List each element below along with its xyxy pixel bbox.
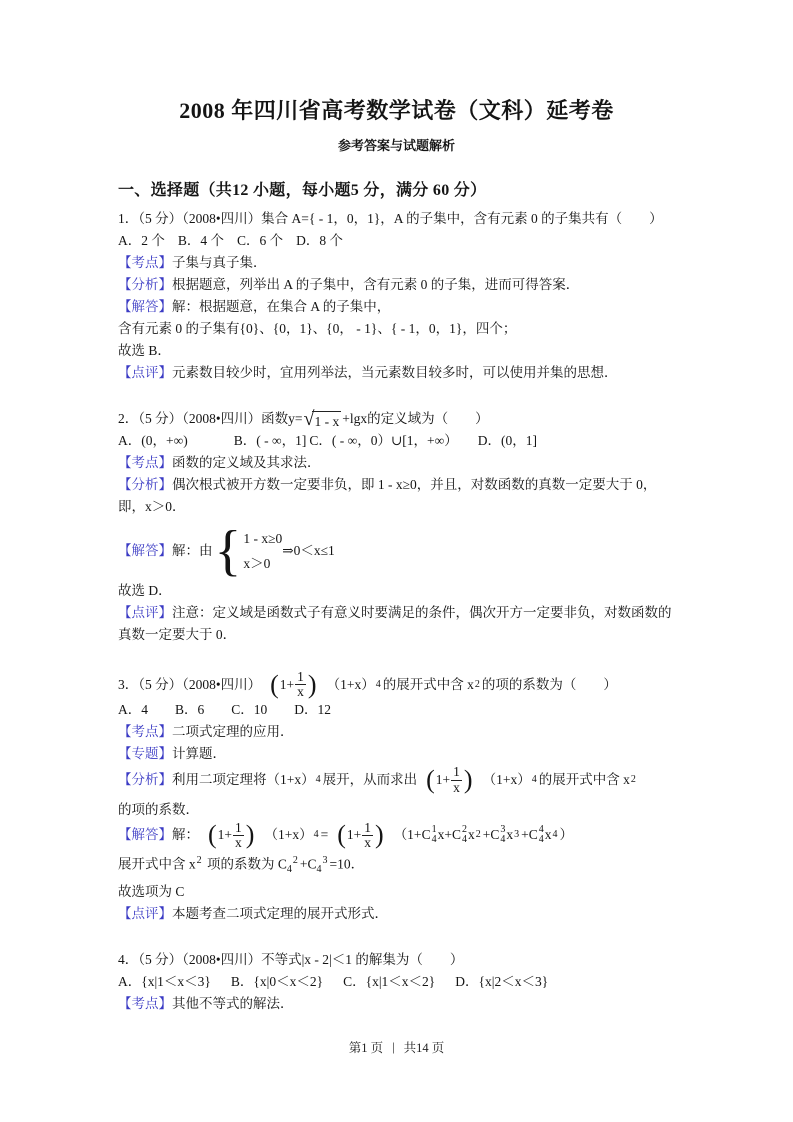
lower-index: 4 xyxy=(538,834,544,846)
expansion-close: ） xyxy=(559,827,573,843)
variable-x: x xyxy=(437,827,445,843)
options-row xyxy=(118,430,675,452)
option-d: D．12 xyxy=(294,702,332,718)
x-exponent: 2 xyxy=(630,774,636,786)
kaodian-text: 其他不等式的解法． xyxy=(172,996,294,1012)
combination-indices xyxy=(539,825,544,845)
coeff-plus: +C xyxy=(299,856,317,872)
kaodian-tag: 【考点】 xyxy=(118,996,172,1012)
dianping-line xyxy=(118,362,675,384)
page-title: 2008 年四川省高考数学试卷（文科）延考卷 xyxy=(179,98,614,123)
option-a: A．4 xyxy=(118,702,148,718)
x-exponent: 3 xyxy=(514,829,520,841)
option-c: C．10 xyxy=(231,702,268,718)
x-exponent: 4 xyxy=(552,829,558,841)
numerator: 1 xyxy=(364,819,372,835)
question-stem xyxy=(118,208,675,230)
stem-suffix: 的定义域为（ ） xyxy=(367,411,489,426)
lower-index: 4 xyxy=(431,834,437,846)
implies-text: ⇒0＜x≤1 xyxy=(282,543,335,558)
option-c: C．{x|1＜x＜2} xyxy=(343,974,436,990)
denominator: x xyxy=(297,684,304,700)
open-paren: ( xyxy=(270,669,279,699)
fenxi-text: 偶次根式被开方数一定要非负，即 1 - x≥0，并且，对数函数的真数一定要大于 0，即，x＞0． xyxy=(118,477,657,514)
denominator: x xyxy=(453,779,460,795)
plus-sign: + xyxy=(482,827,491,843)
jieda-text-2: 含有元素 0 的子集有{0}、{0，1}、{0， - 1}、{ - 1，0，1}，四个； xyxy=(118,321,517,336)
question-3 xyxy=(118,670,675,925)
kaodian-text: 函数的定义域及其求法． xyxy=(172,455,321,470)
system-bottom: x＞0 xyxy=(243,556,271,571)
expansion-open: （1+ xyxy=(393,827,422,843)
option-d: D．(0，1] xyxy=(477,433,538,448)
frac-pre: 1+ xyxy=(346,827,362,843)
frac-pre: 1+ xyxy=(279,676,295,692)
jieda-prefix: 解： xyxy=(172,827,199,843)
combination-symbol: C xyxy=(421,827,431,843)
option-b: B．( - ∞，1] xyxy=(233,433,307,448)
stem-prefix: 2．（5 分）（2008•四川）函数 xyxy=(118,411,289,426)
jieda-tag: 【解答】 xyxy=(118,299,172,314)
kaodian-tag: 【考点】 xyxy=(118,724,172,740)
kaodian-line xyxy=(118,993,675,1015)
option-c: C．( - ∞，0）∪[1，+∞） xyxy=(309,433,458,448)
jieda-continuation xyxy=(118,318,675,340)
kaodian-line xyxy=(118,721,675,743)
kaodian-tag: 【考点】 xyxy=(118,255,172,270)
close-paren: ) xyxy=(375,820,384,850)
close-paren: ) xyxy=(245,820,255,850)
lower-index: 4 xyxy=(286,864,292,876)
stem-end: 的项的系数为（ ） xyxy=(481,676,617,692)
fenxi-a: 利用二项定理将（1+x） xyxy=(172,772,315,788)
option-a: A．2 个 xyxy=(118,233,165,248)
question-2 xyxy=(118,408,675,646)
frac-pre: 1+ xyxy=(435,772,451,788)
footer-separator: | xyxy=(392,1039,395,1054)
denominator: x xyxy=(235,834,242,850)
kaodian-line xyxy=(118,252,675,274)
kaodian-line xyxy=(118,452,675,474)
dianping-line xyxy=(118,903,675,925)
lower-index: 4 xyxy=(316,864,322,876)
zhuanti-line xyxy=(118,743,675,765)
stem-number: 3．（5 分）（2008•四川） xyxy=(118,676,262,692)
fenxi-line xyxy=(118,274,675,296)
fenxi-text: 根据题意，列举出 A 的子集中，含有元素 0 的子集，进而可得答案． xyxy=(172,277,580,292)
zhuanti-tag: 【专题】 xyxy=(118,746,172,762)
question-4 xyxy=(118,949,675,1015)
conclusion-line xyxy=(118,580,675,602)
option-a: A．(0，+∞) xyxy=(118,433,188,448)
equation-system xyxy=(243,530,282,572)
page-subtitle: 参考答案与试题解析 xyxy=(337,138,455,153)
dianping-text: 本题考查二项式定理的展开式形式． xyxy=(172,906,388,922)
jieda-line xyxy=(118,296,675,318)
total-pages: 共14 页 xyxy=(403,1041,445,1055)
jieda-tag: 【解答】 xyxy=(118,543,172,558)
variable-x: x xyxy=(467,827,475,843)
option-d: D．8 个 xyxy=(296,233,344,248)
open-paren: ( xyxy=(337,820,346,850)
fenxi-line xyxy=(118,765,675,820)
radicand: 1 - x xyxy=(312,411,341,430)
kaodian-text: 子集与真子集． xyxy=(172,255,267,270)
combination-indices xyxy=(462,825,467,845)
equals-sign: = xyxy=(320,827,329,843)
dianping-tag: 【点评】 xyxy=(118,365,172,380)
binomial: （1+x） xyxy=(326,676,375,692)
combination-indices xyxy=(432,825,437,845)
conclusion-text: 故选项为 C xyxy=(118,884,185,900)
fraction xyxy=(451,765,462,794)
close-paren: ) xyxy=(307,669,317,699)
frac-pre: 1+ xyxy=(217,827,233,843)
exponent: 4 xyxy=(531,774,537,786)
stem-mid: 的展开式中含 x xyxy=(382,676,474,692)
x-exponent: 2 xyxy=(474,678,480,690)
page-number: 第1 页 xyxy=(348,1041,384,1055)
numerator: 1 xyxy=(235,819,242,835)
fenxi-tag: 【分析】 xyxy=(118,477,172,492)
jieda-prefix: 解：由 xyxy=(172,543,213,558)
fenxi-line xyxy=(118,474,675,518)
fenxi-c: 的展开式中含 x xyxy=(538,772,630,788)
upper-index: 3 xyxy=(322,855,328,867)
upper-index: 4 xyxy=(538,824,544,836)
dianping-line xyxy=(118,602,675,646)
upper-index: 3 xyxy=(500,824,506,836)
combination-symbol: C xyxy=(490,827,500,843)
coeff-end: =10． xyxy=(329,856,365,872)
coefficient-line xyxy=(118,850,675,881)
dianping-tag: 【点评】 xyxy=(118,605,172,620)
options-row xyxy=(118,699,675,721)
question-stem xyxy=(118,670,675,699)
binomial: （1+x） xyxy=(264,827,313,843)
fenxi-tag: 【分析】 xyxy=(118,772,172,788)
fraction xyxy=(233,821,244,850)
conclusion-line xyxy=(118,340,675,362)
dianping-text: 元素数目较少时，宜用列举法，当元素数目较多时，可以使用并集的思想． xyxy=(172,365,618,380)
question-stem xyxy=(118,408,675,430)
kaodian-text: 二项式定理的应用． xyxy=(172,724,294,740)
open-paren: ( xyxy=(208,820,217,850)
brace-icon: { xyxy=(214,520,242,582)
x-exponent: 2 xyxy=(196,855,202,867)
exponent: 4 xyxy=(313,829,319,841)
coeff-b: 项的系数为 C xyxy=(203,856,287,872)
formula-tail: +lgx xyxy=(342,411,368,426)
page-footer xyxy=(0,1038,793,1056)
dianping-text: 注意：定义域是函数式子有意义时要满足的条件，偶次开方一定要非负，对数函数的真数一定要大于 0． xyxy=(118,605,672,642)
combination-symbol: C xyxy=(528,827,538,843)
section-heading: 一、选择题（共12 小题，每小题5 分，满分 60 分） xyxy=(118,182,487,199)
stem-text: 4．（5 分）（2008•四川）不等式|x - 2|＜1 的解集为（ ） xyxy=(118,952,464,968)
stem-text: 1．（5 分）（2008•四川）集合 A={ - 1，0，1}，A 的子集中，含有元素 0 的子集共有（ ） xyxy=(118,211,663,226)
question-1 xyxy=(118,208,675,384)
question-stem xyxy=(118,949,675,971)
upper-index: 2 xyxy=(292,855,298,867)
kaodian-tag: 【考点】 xyxy=(118,455,172,470)
variable-x: x xyxy=(544,827,552,843)
variable-x: x xyxy=(506,827,514,843)
dianping-tag: 【点评】 xyxy=(118,906,172,922)
option-b: B．4 个 xyxy=(177,233,225,248)
binomial: （1+x） xyxy=(482,772,531,788)
fenxi-tag: 【分析】 xyxy=(118,277,172,292)
zhuanti-text: 计算题． xyxy=(172,746,226,762)
numerator: 1 xyxy=(297,669,304,684)
fenxi-d: 的项的系数． xyxy=(118,801,199,817)
fenxi-b: 展开，从而求出 xyxy=(322,772,418,788)
option-b: B．6 xyxy=(175,702,205,718)
option-b: B．{x|0＜x＜2} xyxy=(230,974,324,990)
radical xyxy=(303,409,341,430)
upper-index: 2 xyxy=(461,824,467,836)
option-d: D．{x|2＜x＜3} xyxy=(455,974,549,990)
coeff-a: 展开式中含 x xyxy=(118,856,196,872)
conclusion-line xyxy=(118,881,675,903)
jieda-line xyxy=(118,520,675,582)
combination-indices xyxy=(500,825,505,845)
formula-lhs: y= xyxy=(288,411,303,426)
open-paren: ( xyxy=(426,765,435,795)
jieda-line xyxy=(118,821,675,850)
jieda-text: 解：根据题意，在集合 A 的子集中， xyxy=(172,299,391,314)
exponent: 4 xyxy=(375,678,381,690)
close-paren: ) xyxy=(463,765,473,795)
conclusion-text: 故选 D． xyxy=(118,583,172,598)
fraction xyxy=(295,670,306,699)
numerator: 1 xyxy=(453,764,460,780)
conclusion-text: 故选 B． xyxy=(118,343,171,358)
plus-sign: + xyxy=(521,827,529,843)
options-row xyxy=(118,971,675,993)
jieda-tag: 【解答】 xyxy=(118,827,172,843)
radical-sign-icon: √ xyxy=(303,407,315,430)
upper-index: 1 xyxy=(431,824,437,836)
options-row xyxy=(118,230,675,252)
combination-symbol: C xyxy=(451,827,461,843)
lower-index: 4 xyxy=(461,834,467,846)
lower-index: 4 xyxy=(500,834,506,846)
system-top: 1 - x≥0 xyxy=(243,531,283,546)
x-exponent: 2 xyxy=(475,829,481,841)
plus-sign: + xyxy=(444,827,452,843)
exponent: 4 xyxy=(315,774,321,786)
denominator: x xyxy=(364,834,372,850)
option-c: C．6 个 xyxy=(237,233,284,248)
option-a: A．{x|1＜x＜3} xyxy=(118,974,211,990)
fraction xyxy=(362,821,373,850)
